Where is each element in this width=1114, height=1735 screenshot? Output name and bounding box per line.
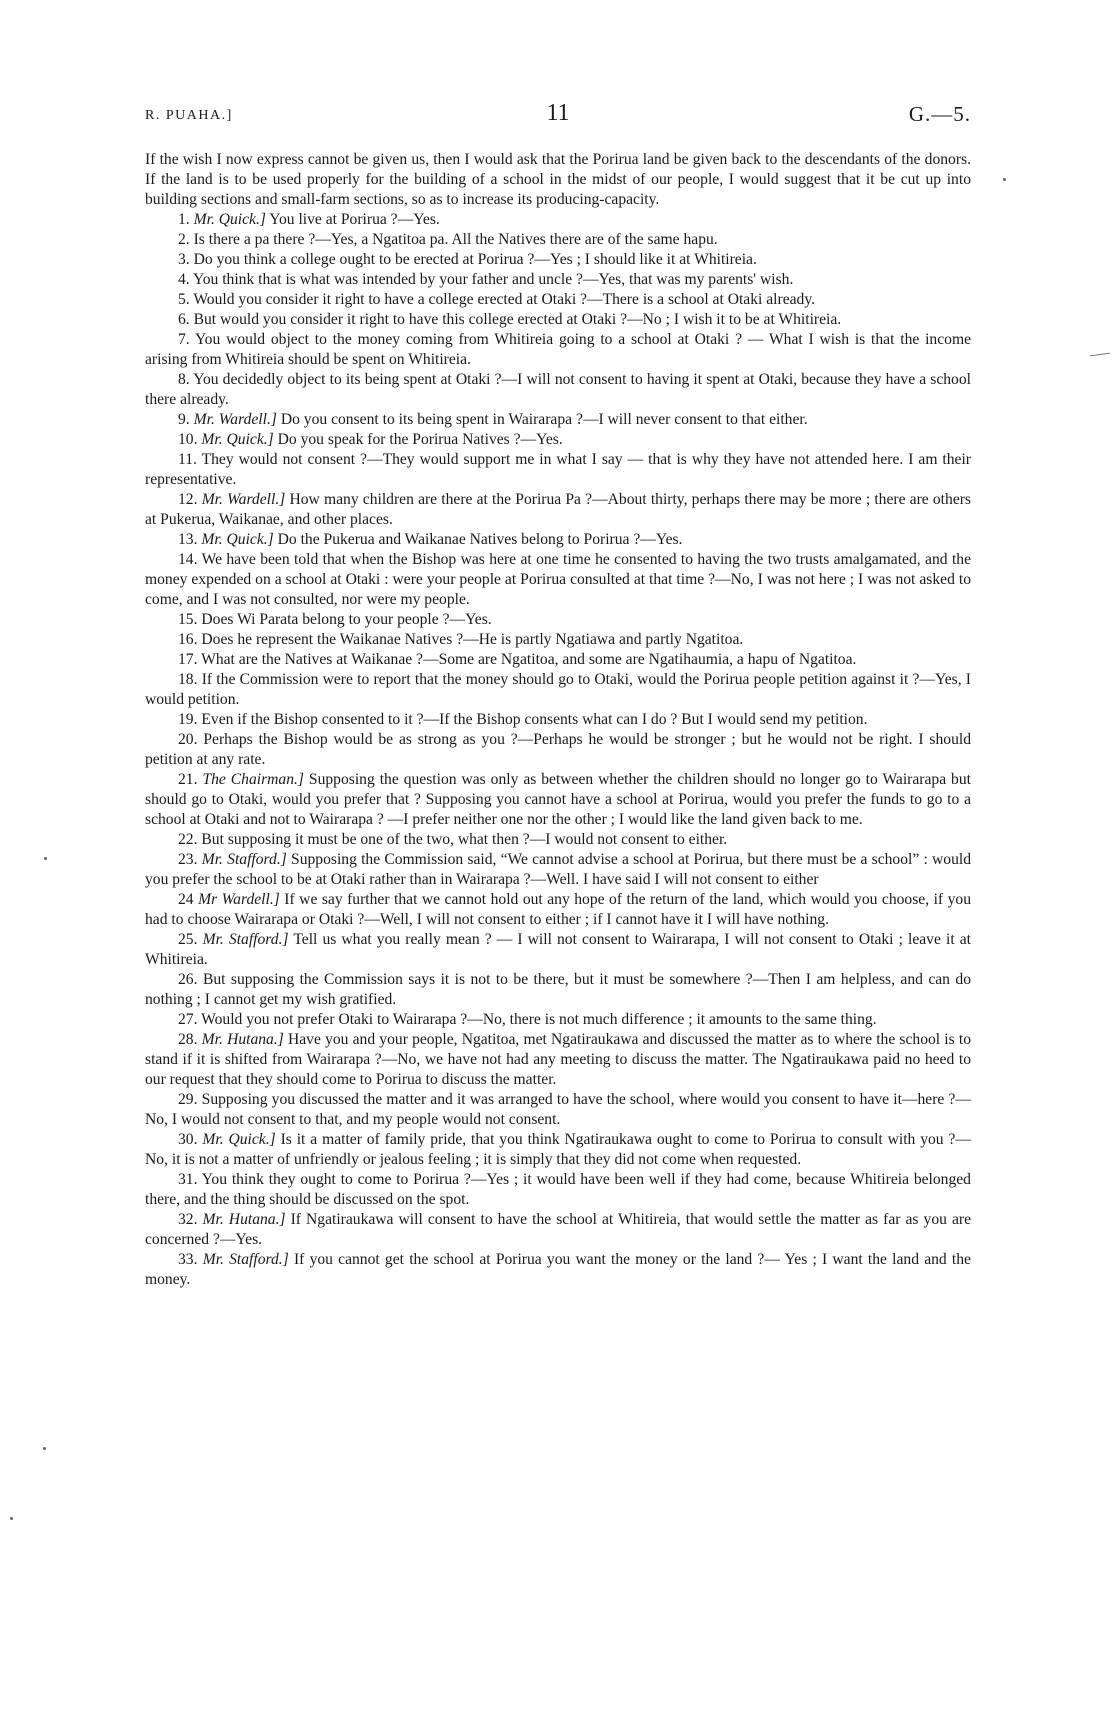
qa-text: Do the Pukerua and Waikanae Natives belong to Porirua ?—Yes.	[273, 531, 683, 548]
qa-item	[145, 210, 971, 230]
qa-text: Do you consent to its being spent in Wairarapa ?—I will never consent to that either.	[276, 411, 808, 428]
qa-text: But supposing it must be one of the two, what then ?—I would not consent to either.	[201, 831, 728, 848]
qa-speaker: Mr. Stafford.]	[202, 1251, 289, 1268]
qa-item	[145, 330, 971, 370]
qa-item	[145, 530, 971, 550]
margin-speck	[10, 1517, 13, 1520]
qa-text: Would you consider it right to have a college erected at Otaki ?—There is a school at Otaki already.	[193, 291, 816, 308]
qa-item	[145, 1170, 971, 1210]
qa-item	[145, 430, 971, 450]
qa-text: Do you think a college ought to be erected at Porirua ?—Yes ; I should like it at Whitireia.	[193, 251, 757, 268]
qa-text: We have been told that when the Bishop was here at one time he consented to having the two trusts amalgamated, and the money expended on a school at Otaki : were your people at Porirua consulted at that time ?—No, I was not here ; I was not asked to come, and I was not consulted, nor were my people.	[145, 551, 971, 608]
qa-text: If you cannot get the school at Porirua you want the money or the land ?— Yes ; I want the land and the money.	[145, 1251, 971, 1288]
qa-speaker: Mr. Quick.]	[202, 1131, 276, 1148]
qa-number: 16.	[178, 631, 198, 648]
qa-number: 10.	[178, 431, 198, 448]
qa-text: Tell us what you really mean ? — I will not consent to Wairarapa, I will not consent to Otaki ; leave it at Whitireia.	[145, 931, 971, 968]
margin-speck	[1003, 178, 1006, 181]
qa-number: 18.	[178, 671, 198, 688]
qa-speaker: Mr. Wardell.]	[201, 491, 286, 508]
qa-text: Is there a pa there ?—Yes, a Ngatitoa pa. All the Natives there are of the same hapu.	[193, 231, 718, 248]
qa-number: 19.	[178, 711, 198, 728]
qa-number: 13.	[178, 531, 198, 548]
qa-number: 9.	[178, 411, 190, 428]
qa-text: If we say further that we cannot hold out any hope of the return of the land, which would you choose, if you had to choose Wairarapa or Otaki ?—Well, I will not consent to either ; if I cannot have it I will have nothing.	[145, 891, 971, 928]
qa-speaker: Mr. Stafford.]	[202, 931, 289, 948]
page-number: 11	[546, 100, 570, 126]
qa-text: If the Commission were to report that the money should go to Otaki, would the Porirua people petition against it ?—Yes, I would petition.	[145, 671, 971, 708]
qa-number: 22.	[178, 831, 198, 848]
qa-number: 23.	[178, 851, 198, 868]
margin-speck	[43, 1447, 46, 1450]
qa-number: 3.	[178, 251, 190, 268]
qa-text: But would you consider it right to have this college erected at Otaki ?—No ; I wish it to be at Whitireia.	[193, 311, 842, 328]
qa-item	[145, 610, 971, 630]
qa-number: 21.	[178, 771, 198, 788]
qa-number: 17.	[178, 651, 198, 668]
qa-item	[145, 770, 971, 830]
header-paper-code: G.—5.	[908, 102, 971, 126]
qa-item	[145, 930, 971, 970]
qa-number: 14.	[178, 551, 198, 568]
margin-speck	[44, 857, 47, 860]
qa-number: 12.	[178, 491, 198, 508]
qa-number: 4.	[178, 271, 190, 288]
qa-text: But supposing the Commission says it is not to be there, but it must be somewhere ?—Then I am helpless, and can do nothing ; I cannot get my wish gratified.	[145, 971, 971, 1008]
qa-item	[145, 710, 971, 730]
qa-speaker: Mr. Quick.]	[201, 531, 274, 548]
qa-item	[145, 410, 971, 430]
qa-item	[145, 290, 971, 310]
qa-item	[145, 650, 971, 670]
qa-item	[145, 970, 971, 1010]
qa-number: 6.	[178, 311, 190, 328]
qa-item	[145, 370, 971, 410]
qa-text: You think that is what was intended by your father and uncle ?—Yes, that was my parents' wish.	[193, 271, 794, 288]
qa-text: How many children are there at the Porirua Pa ?—About thirty, perhaps there may be more ; there are others at Pukerua, Waikanae, and other places.	[145, 491, 971, 528]
qa-number: 15.	[178, 611, 198, 628]
qa-number: 27.	[178, 1011, 198, 1028]
qa-text: What are the Natives at Waikanae ?—Some are Ngatitoa, and some are Ngatihaumia, a hapu of Ngatitoa.	[201, 651, 857, 668]
qa-item	[145, 1010, 971, 1030]
qa-text: Is it a matter of family pride, that you think Ngatiraukawa ought to come to Porirua to consult with you ?—No, it is not a matter of unfriendly or jealous feeling ; it is simply that they did not come when requested.	[145, 1131, 971, 1168]
qa-number: 7.	[178, 331, 190, 348]
qa-item	[145, 670, 971, 710]
qa-text: You would object to the money coming from Whitireia going to a school at Otaki ? — What I wish is that the income arising from Whitireia should be spent on Whitireia.	[145, 331, 971, 368]
qa-item	[145, 1090, 971, 1130]
qa-number: 24	[178, 891, 194, 908]
qa-number: 11.	[178, 451, 197, 468]
qa-text: Supposing you discussed the matter and it was arranged to have the school, where would you consent to have it—here ?—No, I would not consent to that, and my people would not consent.	[145, 1091, 971, 1128]
evidence-text	[145, 150, 971, 1290]
qa-item	[145, 830, 971, 850]
qa-item	[145, 230, 971, 250]
qa-item	[145, 890, 971, 930]
qa-number: 1.	[178, 211, 190, 228]
qa-item	[145, 450, 971, 490]
qa-number: 33.	[178, 1251, 198, 1268]
qa-speaker: Mr. Hutana.]	[202, 1211, 286, 1228]
qa-number: 20.	[178, 731, 198, 748]
running-header	[145, 100, 971, 132]
qa-speaker: Mr. Quick.]	[201, 431, 274, 448]
qa-text: They would not consent ?—They would support me in what I say — that is why they have not attended here. I am their representative.	[145, 451, 971, 488]
qa-item	[145, 550, 971, 610]
qa-number: 28.	[178, 1031, 198, 1048]
qa-number: 29.	[178, 1091, 198, 1108]
qa-text: Have you and your people, Ngatitoa, met Ngatiraukawa and discussed the matter as to where the school is to stand if it is shifted from Wairarapa ?—No, we have not had any meeting to discuss the matter. The Ngatiraukawa paid no heed to our request that they should come to Porirua to discuss the matter.	[145, 1031, 972, 1088]
qa-text: Perhaps the Bishop would be as strong as you ?—Perhaps he would be stronger ; but he would not be right. I should petition at any rate.	[145, 731, 971, 768]
intro-paragraph: If the wish I now express cannot be given us, then I would ask that the Porirua land be given back to the descendants of the donors. If the land is to be used properly for the building of a school in the midst of our people, I would suggest that it be cut up into building sections and small-farm sections, so as to increase its producing-capacity.	[145, 151, 971, 208]
qa-item	[145, 270, 971, 290]
qa-item	[145, 730, 971, 770]
qa-item	[145, 250, 971, 270]
qa-text: You live at Porirua ?—Yes.	[265, 211, 440, 228]
qa-text: Does Wi Parata belong to your people ?—Yes.	[201, 611, 492, 628]
qa-item	[145, 1130, 971, 1170]
qa-text: Supposing the question was only as between whether the children should no longer go to Wairarapa but should go to Otaki, would you prefer that ? Supposing you cannot have a school at Porirua, would you prefer the funds to go to a school at Otaki and not to Wairarapa ? —I prefer neither one nor the other ; I would like the land given back to me.	[145, 771, 971, 828]
qa-text: If Ngatiraukawa will consent to have the school at Whitireia, that would settle the matter as far as you are concerned ?—Yes.	[145, 1211, 971, 1248]
qa-item	[145, 850, 971, 890]
qa-number: 32.	[178, 1211, 198, 1228]
qa-number: 2.	[178, 231, 190, 248]
qa-speaker: The Chairman.]	[202, 771, 304, 788]
qa-number: 25.	[178, 931, 198, 948]
question-answer-list	[145, 210, 971, 1290]
qa-item	[145, 310, 971, 330]
qa-item	[145, 1210, 971, 1250]
qa-item	[145, 1250, 971, 1290]
qa-speaker: Mr. Quick.]	[193, 211, 266, 228]
header-witness-name: R. PUAHA.]	[145, 108, 233, 123]
qa-speaker: Mr. Hutana.]	[201, 1031, 284, 1048]
qa-speaker: Mr Wardell.]	[198, 891, 280, 908]
qa-number: 30.	[178, 1131, 198, 1148]
qa-text: Even if the Bishop consented to it ?—If the Bishop consents what can I do ? But I would send my petition.	[201, 711, 868, 728]
qa-text: You decidedly object to its being spent at Otaki ?—I will not consent to having it spent at Otaki, because they have a school there already.	[145, 371, 971, 408]
qa-number: 26.	[178, 971, 198, 988]
qa-item	[145, 630, 971, 650]
qa-number: 5.	[178, 291, 190, 308]
qa-text: You think they ought to come to Porirua ?—Yes ; it would have been well if they had come, because Whitireia belonged there, and the thing should be discussed on the spot.	[145, 1171, 971, 1208]
qa-speaker: Mr. Stafford.]	[201, 851, 287, 868]
qa-item	[145, 490, 971, 530]
qa-text: Do you speak for the Porirua Natives ?—Yes.	[273, 431, 563, 448]
qa-text: Does he represent the Waikanae Natives ?—He is partly Ngatiawa and partly Ngatitoa.	[201, 631, 744, 648]
qa-text: Supposing the Commission said, “We cannot advise a school at Porirua, but there must be a school” : would you prefer the school to be at Otaki rather than in Wairarapa ?—Well. I have said I will not consent to either	[145, 851, 971, 888]
qa-item	[145, 1030, 971, 1090]
qa-speaker: Mr. Wardell.]	[193, 411, 277, 428]
qa-number: 8.	[178, 371, 190, 388]
margin-mark	[1090, 353, 1110, 358]
qa-number: 31.	[178, 1171, 198, 1188]
qa-text: Would you not prefer Otaki to Wairarapa ?—No, there is not much difference ; it amounts to the same thing.	[201, 1011, 877, 1028]
